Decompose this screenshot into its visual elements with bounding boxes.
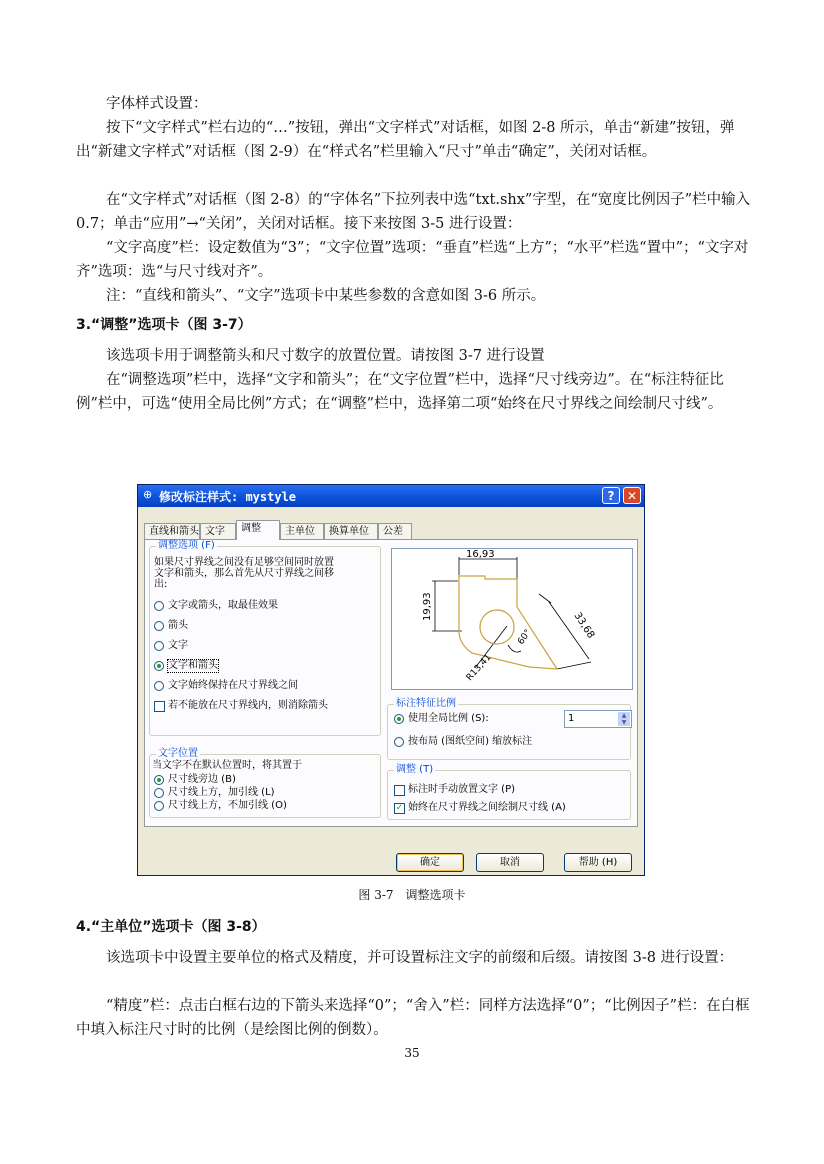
radio-text[interactable] xyxy=(154,641,164,651)
fine-tuning-label: 调整 (T) xyxy=(396,764,434,775)
radio-beside-dim-line[interactable] xyxy=(154,775,164,785)
figure-caption: 图 3-7 调整选项卡 xyxy=(358,888,466,902)
label-text: 文字 xyxy=(168,640,188,651)
page-number: 35 xyxy=(404,1046,420,1060)
text-placement-label: 文字位置 xyxy=(158,748,198,759)
help-button[interactable]: 帮助 (H) xyxy=(564,853,632,872)
preview-drawing xyxy=(392,549,632,689)
cancel-button[interactable]: 取消 xyxy=(476,853,544,872)
para-fit-tab-intro: 该选项卡用于调整箭头和尺寸数字的放置位置。请按图 3-7 进行设置 xyxy=(106,348,545,364)
para-primary-units-intro: 该选项卡中设置主要单位的格式及精度，并可设置标注文字的前缀和后缀。请按图 3-8 进行设置： xyxy=(106,950,734,966)
para-fit-tab-settings: 在“调整选项”栏中，选择“文字和箭头”；在“文字位置”栏中，选择“尺寸线旁边”。在“标注特征比例”栏中，可选“使用全局比例”方式；在“调整”栏中，选择第二项“始终在尺寸界线之间绘制尺寸线”。 xyxy=(76,372,724,412)
label-over-with-leader: 尺寸线上方，加引线 (L) xyxy=(168,787,275,798)
tab-lines-arrows[interactable]: 直线和箭头 xyxy=(144,523,200,539)
ok-button[interactable]: 确定 xyxy=(396,853,464,872)
checkbox-place-text-manually[interactable] xyxy=(394,785,405,796)
fit-options-desc-line2: 文字和箭头，那么首先从尺寸界线之间移 xyxy=(154,568,334,579)
close-button[interactable]: ✕ xyxy=(623,487,641,504)
overall-scale-spinner[interactable] xyxy=(564,710,632,728)
label-scale-to-layout: 按布局 (图纸空间) 缩放标注 xyxy=(408,736,533,747)
help-title-button[interactable]: ? xyxy=(602,487,620,504)
para-text-height: “文字高度”栏：设定数值为“3”；“文字位置”选项：“垂直”栏选“上方”；“水平”栏选“置中”；“文字对齐”选项：选“与尺寸线对齐”。 xyxy=(76,240,749,280)
para-text-style-dialog: 按下“文字样式”栏右边的“…”按钮，弹出“文字样式”对话框，如图 2-8 所示，单击“新建”按钮，弹出“新建文字样式”对话框（图 2-9）在“样式名”栏里输入“尺寸”单击“确定”，关闭对话框。 xyxy=(76,120,735,160)
fit-options-desc-line1: 如果尺寸界线之间没有足够空间同时放置 xyxy=(154,557,334,568)
modify-dimension-style-dialog xyxy=(137,484,645,876)
label-beside-dim-line: 尺寸线旁边 (B) xyxy=(168,774,236,785)
radio-text-or-arrows[interactable] xyxy=(154,601,164,611)
spinner-arrows-icon[interactable]: ▲ ▼ xyxy=(618,712,630,726)
part-outline xyxy=(459,576,557,669)
radio-scale-to-layout[interactable] xyxy=(394,737,404,747)
label-arrows: 箭头 xyxy=(168,620,188,631)
dialog-titlebar xyxy=(138,485,644,507)
dim-right-text: 33,68 xyxy=(571,610,597,641)
label-suppress-arrows: 若不能放在尺寸界线内，则消除箭头 xyxy=(168,700,328,711)
section-heading-3: 3.“调整”选项卡（图 3-7） xyxy=(76,317,252,333)
tab-fit[interactable]: 调整 xyxy=(236,520,280,540)
dimension-scale-label: 标注特征比例 xyxy=(396,698,456,709)
checkbox-always-draw-dim-line[interactable]: ✓ xyxy=(395,803,404,813)
checkbox-suppress-arrows[interactable] xyxy=(154,701,165,712)
label-place-text-manually: 标注时手动放置文字 (P) xyxy=(408,784,516,795)
para-font-style-heading: 字体样式设置： xyxy=(106,96,208,112)
para-precision-settings: “精度”栏：点击白框右边的下箭头来选择“0”；“舍入”栏：同样方法选择“0”；“比例因子”栏：在白框中填入标注尺寸时的比例（是绘图比例的倒数）。 xyxy=(76,998,750,1038)
radio-over-with-leader[interactable] xyxy=(154,788,164,798)
dim-top-text: 16,93 xyxy=(466,549,495,560)
radio-text-and-arrows[interactable] xyxy=(154,661,164,671)
text-placement-desc: 当文字不在默认位置时，将其置于 xyxy=(152,760,302,771)
radio-use-overall-scale[interactable] xyxy=(394,714,404,724)
app-icon: ⊕ xyxy=(143,488,153,501)
tab-primary-units[interactable]: 主单位 xyxy=(280,523,324,539)
fit-options-desc-line3: 出: xyxy=(154,579,168,590)
overall-scale-value: 1 xyxy=(568,713,575,724)
label-over-without-leader: 尺寸线上方，不加引线 (O) xyxy=(168,800,287,811)
angle-arc xyxy=(508,645,521,652)
section-heading-4: 4.“主单位”选项卡（图 3-8） xyxy=(76,919,266,935)
tab-tolerances[interactable]: 公差 xyxy=(378,523,412,539)
tab-alternate-units[interactable]: 换算单位 xyxy=(324,523,378,539)
para-font-selection: 在“文字样式”对话框（图 2-8）的“字体名”下拉列表中选“txt.shx”字型，在“宽度比例因子”栏中输入 0.7；单击“应用”→“关闭”，关闭对话框。接下来按图 3-5 进行设置： xyxy=(76,192,751,232)
fit-options-label: 调整选项 (F) xyxy=(158,540,215,551)
label-text-or-arrows: 文字或箭头，取最佳效果 xyxy=(168,600,278,611)
radio-keep-text-between[interactable] xyxy=(154,681,164,691)
tab-text[interactable]: 文字 xyxy=(200,523,236,539)
angle-text: 60° xyxy=(516,627,534,647)
fit-tab-panel xyxy=(144,539,638,827)
dimension-scale-group xyxy=(387,698,631,760)
radius-text: R13,41 xyxy=(464,652,494,684)
fine-tuning-group xyxy=(387,764,631,820)
label-text-and-arrows: 文字和箭头 xyxy=(168,660,218,671)
radio-over-without-leader[interactable] xyxy=(154,801,164,811)
para-note: 注：“直线和箭头”、“文字”选项卡中某些参数的含意如图 3-6 所示。 xyxy=(106,288,546,304)
preview-pane xyxy=(391,548,633,690)
label-always-draw-dim-line: 始终在尺寸界线之间绘制尺寸线 (A) xyxy=(408,802,566,813)
label-keep-text-between: 文字始终保持在尺寸界线之间 xyxy=(168,680,298,691)
dim-left-text: 19,93 xyxy=(422,592,433,621)
label-use-overall-scale: 使用全局比例 (S): xyxy=(408,713,489,724)
dialog-title: 修改标注样式: mystyle xyxy=(159,490,297,504)
radio-arrows[interactable] xyxy=(154,621,164,631)
fit-options-group xyxy=(149,540,381,736)
text-placement-group xyxy=(149,748,381,818)
